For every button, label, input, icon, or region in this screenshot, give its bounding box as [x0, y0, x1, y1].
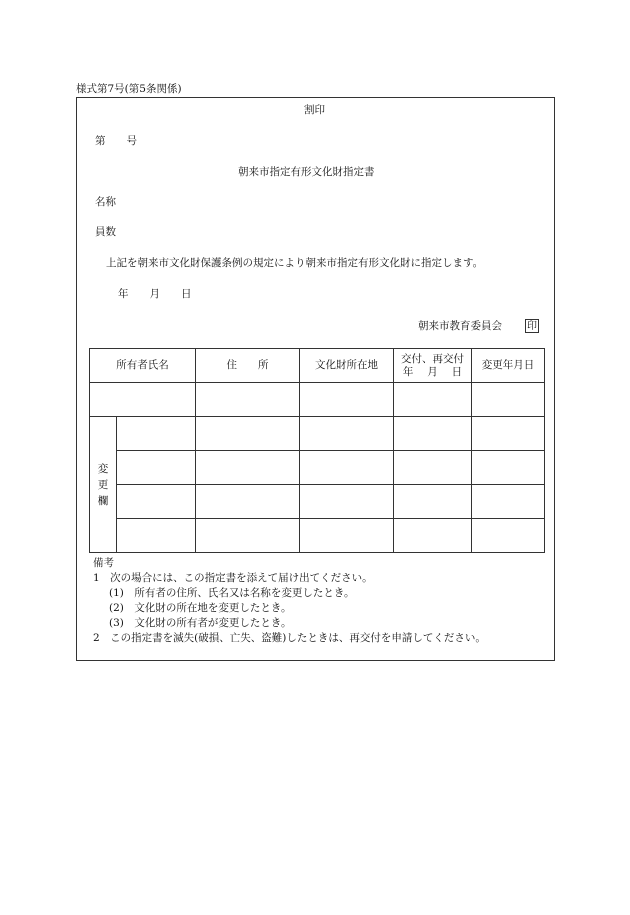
table-cell [300, 383, 394, 417]
table-cell [394, 383, 472, 417]
table-row [90, 451, 545, 485]
header-address: 住 所 [196, 349, 300, 383]
header-issue-label: 交付、再交付 [401, 352, 464, 365]
header-location: 文化財所在地 [300, 349, 394, 383]
header-change-date: 変更年月日 [472, 349, 545, 383]
header-owner-name: 所有者氏名 [90, 349, 196, 383]
note-item: 2 この指定書を滅失(破損、亡失、盗難)したときは、再交付を申請してください。 [93, 632, 486, 644]
table-header-row [90, 349, 545, 383]
note-subitem: (3) 文化財の所有者が変更したとき。 [109, 617, 292, 629]
certificate-frame [76, 97, 555, 661]
table-cell [117, 519, 196, 553]
date-line: 年 月 日 [118, 288, 192, 300]
table-cell [472, 451, 545, 485]
issuer-name: 朝来市教育委員会 [418, 320, 502, 332]
header-issue-ymd: 年 月 日 [402, 365, 463, 378]
name-field-label: 名称 [95, 196, 116, 208]
table-cell [394, 485, 472, 519]
table-row [90, 383, 545, 417]
table-cell [394, 451, 472, 485]
form-number-label: 様式第7号(第5条関係) [76, 83, 182, 95]
notes-heading: 備考 [93, 557, 114, 569]
table-cell [472, 417, 545, 451]
note-subitem: (1) 所有者の住所、氏名又は名称を変更したとき。 [109, 587, 355, 599]
table-cell [196, 417, 300, 451]
table-cell [300, 451, 394, 485]
table-cell [394, 519, 472, 553]
table-cell [117, 451, 196, 485]
table-cell [300, 519, 394, 553]
table-row [90, 417, 545, 451]
table-cell [117, 417, 196, 451]
split-seal-label: 割印 [304, 104, 325, 116]
notes-section [93, 556, 486, 646]
table-cell [196, 485, 300, 519]
designation-statement: 上記を朝来市文化財保護条例の規定により朝来市指定有形文化財に指定します。 [106, 257, 484, 269]
note-subitem: (2) 文化財の所在地を変更したとき。 [109, 602, 292, 614]
note-item: 1 次の場合には、この指定書を添えて届け出てください。 [93, 572, 373, 584]
table-cell [117, 485, 196, 519]
table-cell [300, 417, 394, 451]
seal-mark: 印 [527, 321, 537, 332]
table-cell [472, 383, 545, 417]
owner-register-table [89, 348, 545, 553]
table-row [90, 485, 545, 519]
header-issue-date [394, 349, 472, 383]
table-cell [196, 383, 300, 417]
count-field-label: 員数 [95, 226, 116, 238]
table-row [90, 519, 545, 553]
change-label-char: 欄 [97, 494, 109, 507]
number-line: 第 号 [95, 135, 137, 147]
table-cell [472, 485, 545, 519]
change-label-char: 変 [97, 462, 109, 475]
change-section-label [90, 417, 117, 553]
table-cell [196, 451, 300, 485]
table-cell [394, 417, 472, 451]
table-cell [90, 383, 196, 417]
table-cell [300, 485, 394, 519]
change-label-char: 更 [97, 478, 109, 491]
document-title: 朝来市指定有形文化財指定書 [238, 166, 375, 178]
table-cell [196, 519, 300, 553]
table-cell [472, 519, 545, 553]
